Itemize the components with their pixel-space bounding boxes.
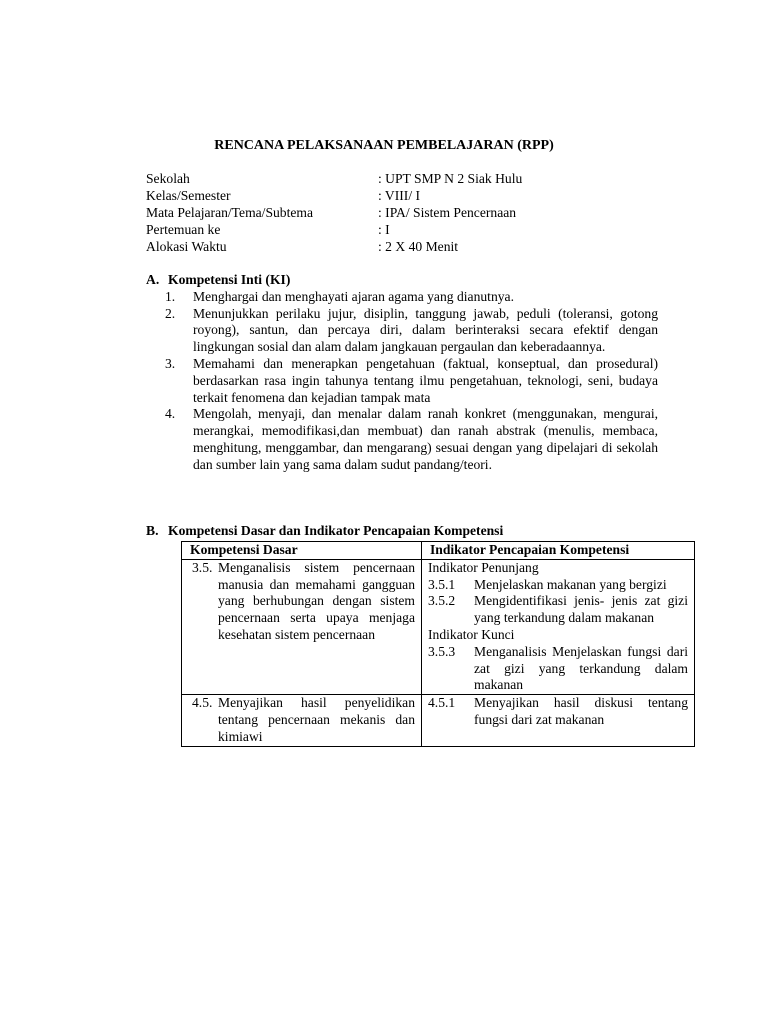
kd-number: 3.5. bbox=[192, 559, 213, 575]
table-row bbox=[182, 559, 695, 694]
list-item bbox=[146, 289, 660, 306]
ipk-number: 3.5.2 bbox=[428, 593, 456, 609]
list-number: 2. bbox=[165, 305, 176, 321]
ipk-item bbox=[428, 695, 688, 729]
list-text: Mengolah, menyaji, dan menalar dalam ranah konkret (menggunakan, mengurai, merangkai, memodifikasi,dan membuat) dan ranah abstrak (menulis, membaca, menghitung, menggambar, dan mengarang) sesuai dengan yang dipelajari di sekolah dan sumber lain yang sama dalam sudut pandang/teori. bbox=[193, 406, 658, 472]
column-header-kd: Kompetensi Dasar bbox=[182, 542, 422, 560]
list-number: 4. bbox=[165, 406, 176, 422]
ipk-number: 3.5.1 bbox=[428, 576, 456, 592]
info-label: Mata Pelajaran/Tema/Subtema bbox=[146, 205, 314, 220]
info-label: Kelas/Semester bbox=[146, 188, 231, 203]
core-competence-list bbox=[146, 289, 660, 474]
table-cell-kd bbox=[182, 559, 422, 694]
ipk-subheading: Indikator Penunjang bbox=[428, 559, 539, 575]
info-row-class bbox=[146, 188, 706, 205]
section-basic-competence bbox=[146, 523, 706, 540]
ipk-text: Menyajikan hasil diskusi tentang fungsi dari zat makanan bbox=[474, 695, 688, 727]
list-item bbox=[146, 356, 660, 406]
table-cell-ipk bbox=[422, 559, 695, 694]
kd-text: Menganalisis sistem pencernaan manusia dan memahami gangguan yang berhubungan dengan sistem pencernaan serta upaya menjaga kesehatan sistem pencernaan bbox=[218, 559, 415, 642]
section-title: Kompetensi Dasar dan Indikator Pencapaian Kompetensi bbox=[168, 523, 504, 538]
column-header-ipk: Indikator Pencapaian Kompetensi bbox=[422, 542, 695, 560]
ipk-item bbox=[428, 577, 688, 594]
list-item bbox=[146, 306, 660, 356]
info-value: : I bbox=[378, 222, 390, 237]
list-text: Menghargai dan menghayati ajaran agama yang dianutnya. bbox=[193, 288, 514, 304]
section-heading bbox=[146, 523, 706, 540]
info-row-time bbox=[146, 239, 706, 256]
list-text: Menunjukkan perilaku jujur, disiplin, tanggung jawab, peduli (toleransi, gotong royong), santun, dan percaya diri, dalam berinteraksi secara efektif dengan lingkungan sosial dan alam dalam jangkauan pergaulan dan keberadaannya. bbox=[193, 305, 658, 355]
info-row-meeting bbox=[146, 222, 706, 239]
info-label: Pertemuan ke bbox=[146, 222, 221, 237]
info-row-subject bbox=[146, 205, 706, 222]
info-value: : 2 X 40 Menit bbox=[378, 239, 459, 254]
ipk-text: Menganalisis Menjelaskan fungsi dari zat gizi yang terkandung dalam makanan bbox=[474, 643, 688, 693]
kd-number: 4.5. bbox=[192, 695, 213, 711]
section-core-competence bbox=[146, 272, 660, 474]
ipk-number: 3.5.3 bbox=[428, 643, 456, 659]
info-value: : UPT SMP N 2 Siak Hulu bbox=[378, 171, 523, 186]
table-cell-ipk bbox=[422, 695, 695, 746]
list-text: Memahami dan menerapkan pengetahuan (faktual, konseptual, dan prosedural) berdasarkan rasa ingin tahunya tentang ilmu pengetahuan, teknologi, seni, budaya terkait fenomena dan kejadian tampak mata bbox=[193, 355, 658, 405]
ipk-number: 4.5.1 bbox=[428, 695, 456, 711]
section-letter: A. bbox=[146, 272, 160, 287]
ipk-subheading: Indikator Kunci bbox=[428, 626, 515, 642]
ipk-text: Menjelaskan makanan yang bergizi bbox=[474, 576, 667, 592]
section-title: Kompetensi Inti (KI) bbox=[168, 272, 291, 287]
competence-table bbox=[181, 541, 695, 747]
ipk-item bbox=[428, 644, 688, 694]
info-value: : VIII/ I bbox=[378, 188, 421, 203]
section-heading bbox=[146, 272, 660, 289]
info-value: : IPA/ Sistem Pencernaan bbox=[378, 205, 517, 220]
info-label: Sekolah bbox=[146, 171, 190, 186]
table-cell-kd bbox=[182, 695, 422, 746]
list-number: 3. bbox=[165, 355, 176, 371]
ipk-text: Mengidentifikasi jenis- jenis zat gizi yang terkandung dalam makanan bbox=[474, 593, 688, 626]
document-title: RENCANA PELAKSANAAN PEMBELAJARAN (RPP) bbox=[214, 138, 554, 153]
table-row bbox=[182, 695, 695, 746]
list-number: 1. bbox=[165, 288, 176, 304]
info-label: Alokasi Waktu bbox=[146, 239, 227, 254]
identity-block bbox=[146, 171, 706, 256]
list-item bbox=[146, 406, 660, 473]
info-row-school bbox=[146, 171, 706, 188]
section-letter: B. bbox=[146, 523, 159, 538]
kd-text: Menyajikan hasil penyelidikan tentang pencernaan mekanis dan kimiawi bbox=[218, 695, 415, 744]
ipk-item bbox=[428, 593, 688, 627]
table-header-row bbox=[182, 542, 695, 560]
